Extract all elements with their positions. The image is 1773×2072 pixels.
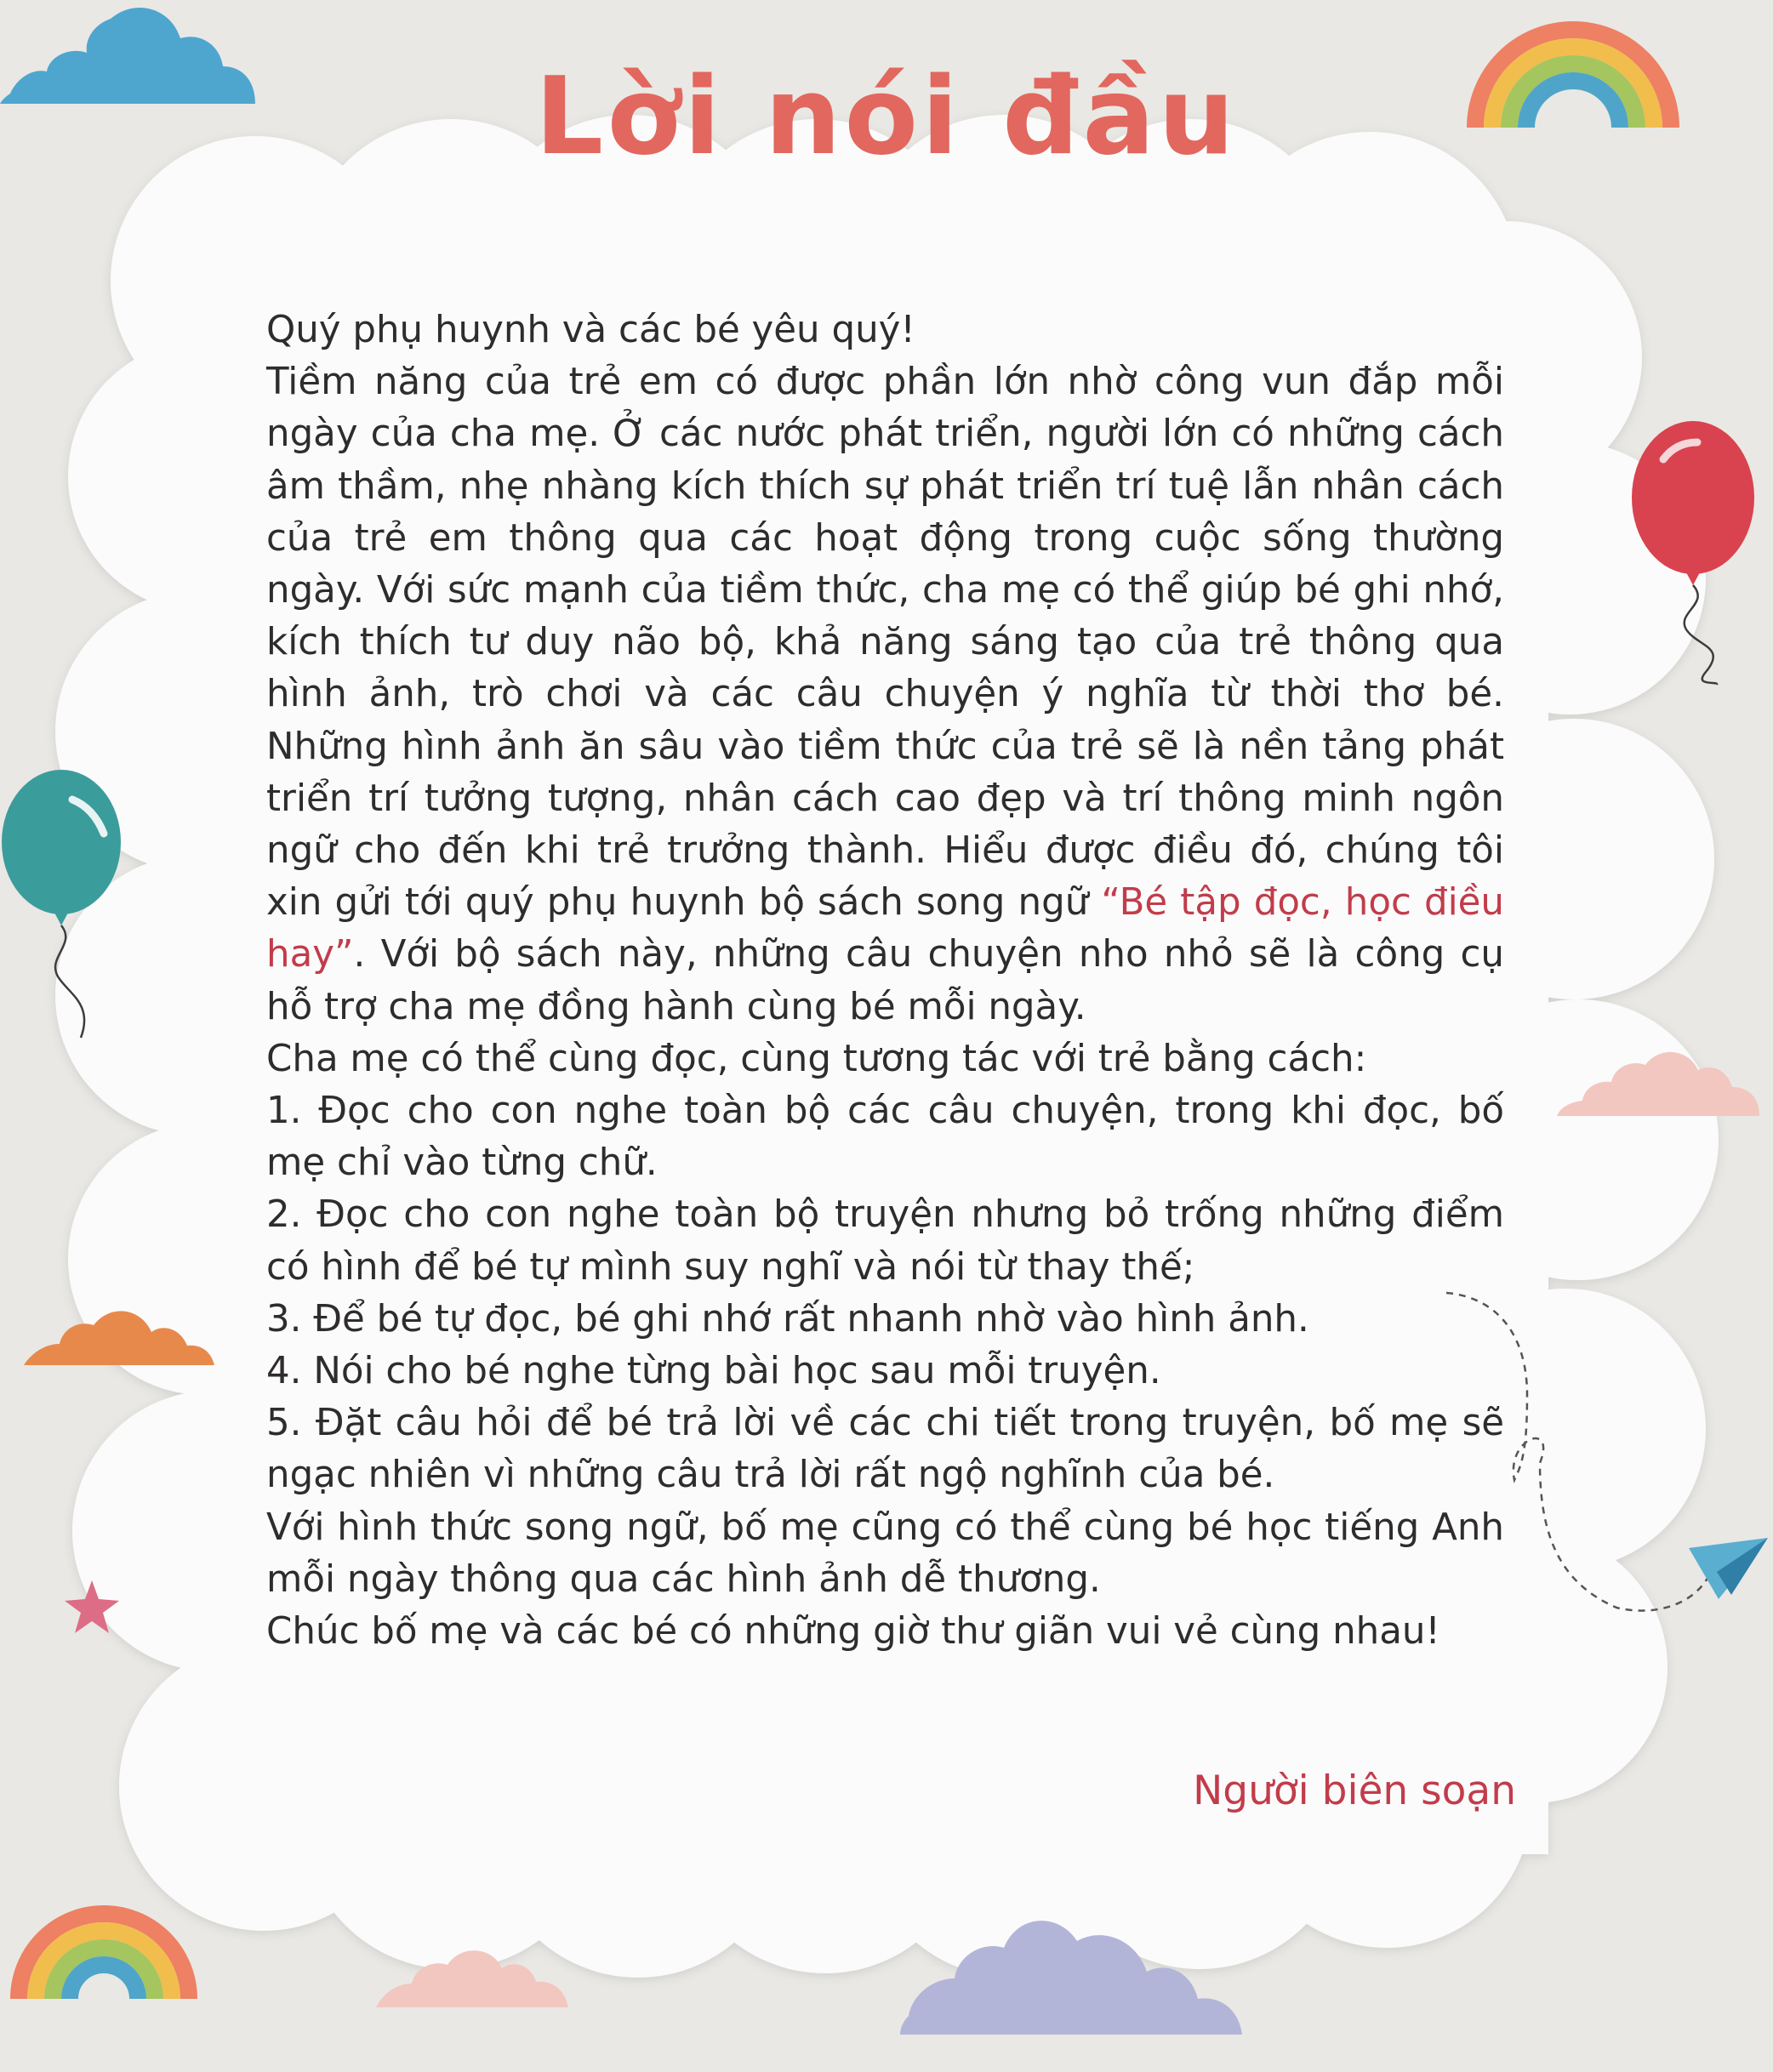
rainbow-icon xyxy=(19,1914,189,1999)
book-title: “Bé tập đọc, học điều hay” xyxy=(266,881,1505,976)
method-item-5: 5. Đặt câu hỏi để bé trả lời về các chi tiết trong truyện, bố mẹ sẽ ngạc nhiên vì những câu trả lời rất ngộ nghĩnh của bé. xyxy=(266,1402,1504,1497)
method-item-3: 3. Để bé tự đọc, bé ghi nhớ rất nhanh nhờ vào hình ảnh. xyxy=(266,1297,1309,1341)
method-item-2: 2. Đọc cho con nghe toàn bộ truyện nhưng bỏ trống những điểm có hình để bé tự mình suy nghĩ và nói từ thay thế; xyxy=(266,1193,1504,1289)
intro-text-end: . Với bộ sách này, những câu chuyện nho nhỏ sẽ là công cụ hỗ trợ cha mẹ đồng hành cùng bé mỗi ngày. xyxy=(266,933,1504,1028)
bilingual-note: Với hình thức song ngữ, bố mẹ cũng có thể cùng bé học tiếng Anh mỗi ngày thông qua các hình ảnh dễ thương. xyxy=(266,1506,1504,1601)
method-item-1: 1. Đọc cho con nghe toàn bộ các câu chuyện, trong khi đọc, bố mẹ chỉ vào từng chữ. xyxy=(266,1090,1504,1185)
page-title: Lời nói đầu xyxy=(534,54,1239,179)
paper-plane-icon xyxy=(1689,1538,1768,1599)
methods-intro: Cha mẹ có thể cùng đọc, cùng tương tác với trẻ bằng cách: xyxy=(266,1037,1367,1080)
signature: Người biên soạn xyxy=(1193,1767,1516,1814)
greeting: Quý phụ huynh và các bé yêu quý! xyxy=(266,309,915,351)
intro-text: Tiềm năng của trẻ em có được phần lớn nhờ công vun đắp mỗi ngày của cha mẹ. Ở các nước phát triển, người lớn có những cách âm thầm, nhẹ nhàng kích thích sự phát triển trí tuệ lẫn nhân cách của trẻ em thông qua các hoạt động trong cuộc sống thường ngày. Với sức mạnh của tiềm thức, cha mẹ có thể giúp bé ghi nhớ, kích thích tư duy não bộ, khả năng sáng tạo của trẻ thông qua hình ảnh, trò chơi và các câu chuyện ý nghĩa từ thời thơ bé. Những hình ảnh ăn sâu vào tiềm thức của trẻ sẽ là nền tảng phát triển trí tưởng tượng, nhân cách cao đẹp và trí thông minh ngôn ngữ cho đến khi trẻ trưởng thành. Hiểu được điều đó, chúng tôi xin gửi tới quý phụ huynh bộ sách song ngữ xyxy=(266,361,1504,925)
intro-paragraph xyxy=(266,356,1504,1033)
closing-line: Chúc bố mẹ và các bé có những giờ thư giãn vui vẻ cùng nhau! xyxy=(266,1610,1440,1654)
letter-body xyxy=(266,305,1504,1658)
method-item-4: 4. Nói cho bé nghe từng bài học sau mỗi truyện. xyxy=(266,1350,1161,1393)
